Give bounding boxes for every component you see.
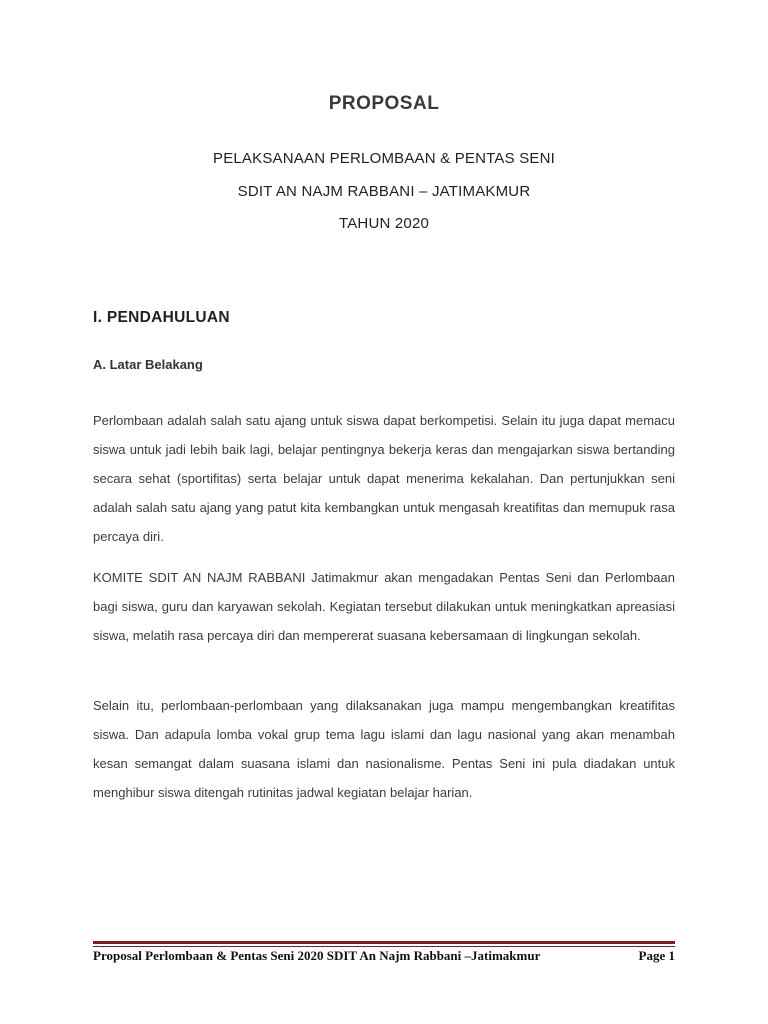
document-title: PROPOSAL <box>328 93 440 114</box>
subsection-heading: A. Latar Belakang <box>93 357 203 372</box>
subtitle-year: TAHUN 2020 <box>338 215 430 232</box>
footer-divider-thick <box>93 941 675 944</box>
paragraph-3: Selain itu, perlombaan-perlombaan yang dilaksanakan juga mampu mengembangkan kreatifitas siswa. Dan adapula lomba vokal grup tema lagu islami dan lagu nasional yang akan menambah kesan semangat dalam suasana islami dan nasionalisme. Pentas Seni ini pula diadakan untuk menghibur siswa ditengah rutinitas jadwal kegiatan belajar harian. <box>93 698 675 800</box>
subtitle-school: SDIT AN NAJM RABBANI – JATIMAKMUR <box>237 183 531 200</box>
paragraph-1: Perlombaan adalah salah satu ajang untuk siswa dapat berkompetisi. Selain itu juga dapat memacu siswa untuk jadi lebih baik lagi, belajar pentingnya bekerja keras dan mengajarkan siswa bertanding secara sehat (sportifitas) serta belajar untuk dapat menerima kekalahan. Dan pertunjukkan seni adalah salah satu ajang yang patut kita kembangkan untuk mengasah kreatifitas dan memupuk rasa percaya diri. <box>93 413 675 544</box>
section-heading: I. PENDAHULUAN <box>93 309 230 326</box>
subtitle-event: PELAKSANAAN PERLOMBAAN & PENTAS SENI <box>212 150 556 167</box>
footer-text: Proposal Perlombaan & Pentas Seni 2020 SDIT An Najm Rabbani –Jatimakmur <box>93 948 541 963</box>
footer-divider-thin <box>93 946 675 947</box>
footer-page-number: Page 1 <box>638 948 675 963</box>
paragraph-2: KOMITE SDIT AN NAJM RABBANI Jatimakmur akan mengadakan Pentas Seni dan Perlombaan bagi siswa, guru dan karyawan sekolah. Kegiatan tersebut dilakukan untuk meningkatkan apreasiasi siswa, melatih rasa percaya diri dan mempererat suasana kebersamaan di lingkungan sekolah. <box>93 570 675 643</box>
